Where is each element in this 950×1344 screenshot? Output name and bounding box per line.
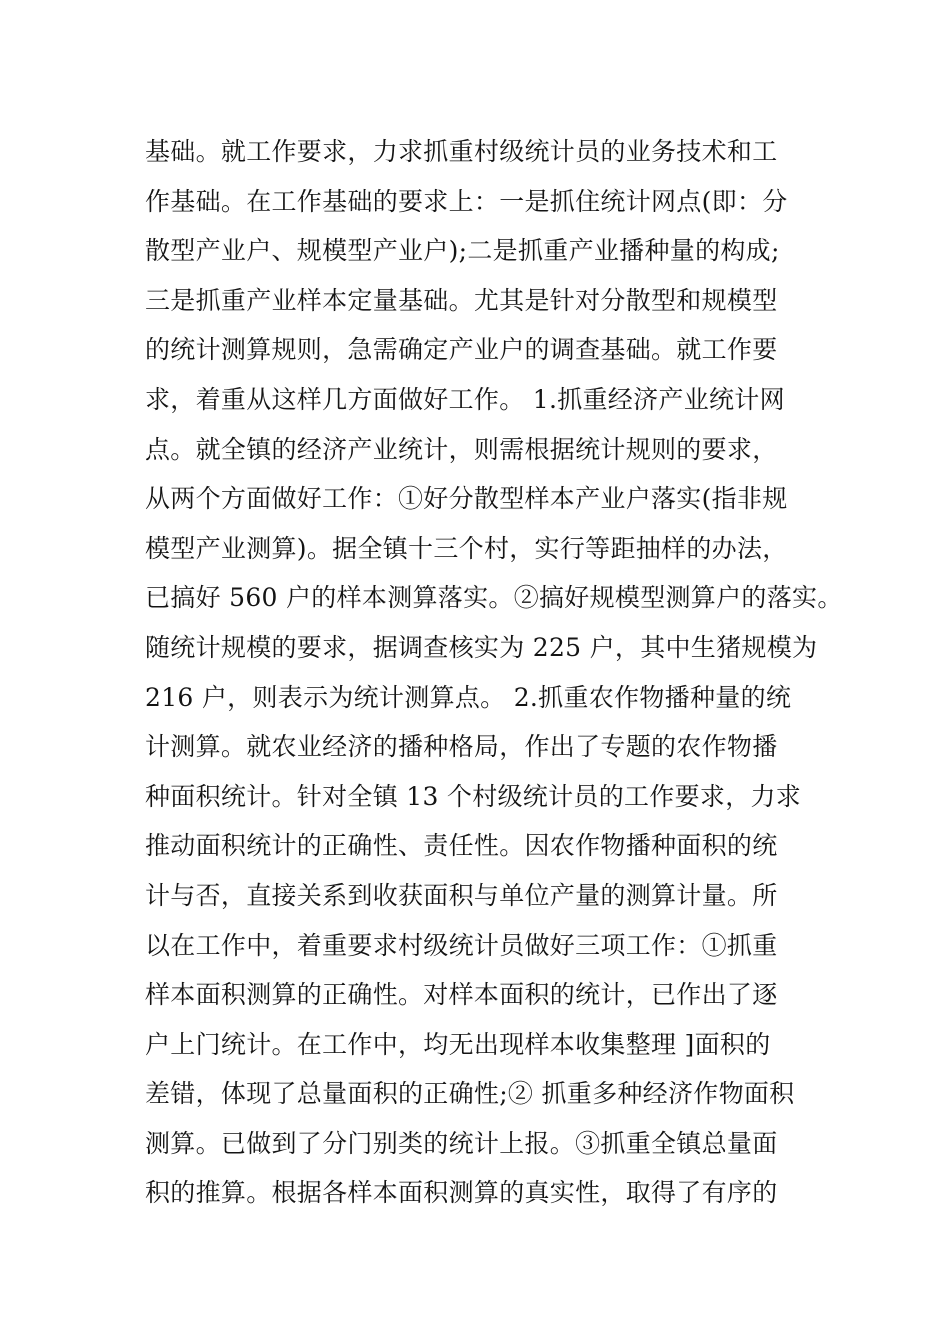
text-line: 三是抓重产业样本定量基础。尤其是针对分散型和规模型 <box>145 285 778 315</box>
text-line: 点。就全镇的经济产业统计，则需根据统计规则的要求， <box>145 434 778 464</box>
text-line: 的统计测算规则，急需确定产业户的调查基础。就工作要 <box>145 335 778 365</box>
text-line: 已搞好 560 户的样本测算落实。②搞好规模型测算户的落实。 <box>145 583 843 613</box>
text-line: 计测算。就农业经济的播种格局，作出了专题的农作物播 <box>145 732 778 762</box>
text-line: 基础。就工作要求，力求抓重村级统计员的业务技术和工 <box>145 137 778 166</box>
text-line: 216 户，则表示为统计测算点。 2.抓重农作物播种量的统 <box>145 682 792 712</box>
text-line: 户上门统计。在工作中，均无出现样本收集整理 ]面积的 <box>145 1029 771 1059</box>
text-line: 随统计规模的要求，据调查核实为 225 户，其中生猪规模为 <box>145 632 818 662</box>
text-line: 测算。已做到了分门别类的统计上报。③抓重全镇总量面 <box>145 1128 778 1158</box>
text-line: 求，着重从这样几方面做好工作。 1.抓重经济产业统计网 <box>145 384 785 414</box>
text-line: 作基础。在工作基础的要求上：一是抓住统计网点(即：分 <box>145 186 788 216</box>
text-line: 计与否，直接关系到收获面积与单位产量的测算计量。所 <box>145 880 778 910</box>
text-line: 模型产业测算)。据全镇十三个村，实行等距抽样的办法， <box>145 533 788 563</box>
text-line: 差错，体现了总量面积的正确性;② 抓重多种经济作物面积 <box>145 1079 795 1109</box>
text-line: 样本面积测算的正确性。对样本面积的统计，已作出了逐 <box>145 980 778 1010</box>
text-line: 从两个方面做好工作：①好分散型样本产业户落实(指非规 <box>145 484 788 514</box>
body-text <box>145 127 843 1218</box>
text-line: 以在工作中，着重要求村级统计员做好三项工作：①抓重 <box>145 930 778 960</box>
text-line: 种面积统计。针对全镇 13 个村级统计员的工作要求，力求 <box>145 781 802 811</box>
text-line: 散型产业户、规模型产业户);二是抓重产业播种量的构成; <box>145 236 780 266</box>
text-line: 积的推算。根据各样本面积测算的真实性，取得了有序的 <box>145 1178 778 1208</box>
text-line: 推动面积统计的正确性、责任性。因农作物播种面积的统 <box>145 831 778 861</box>
